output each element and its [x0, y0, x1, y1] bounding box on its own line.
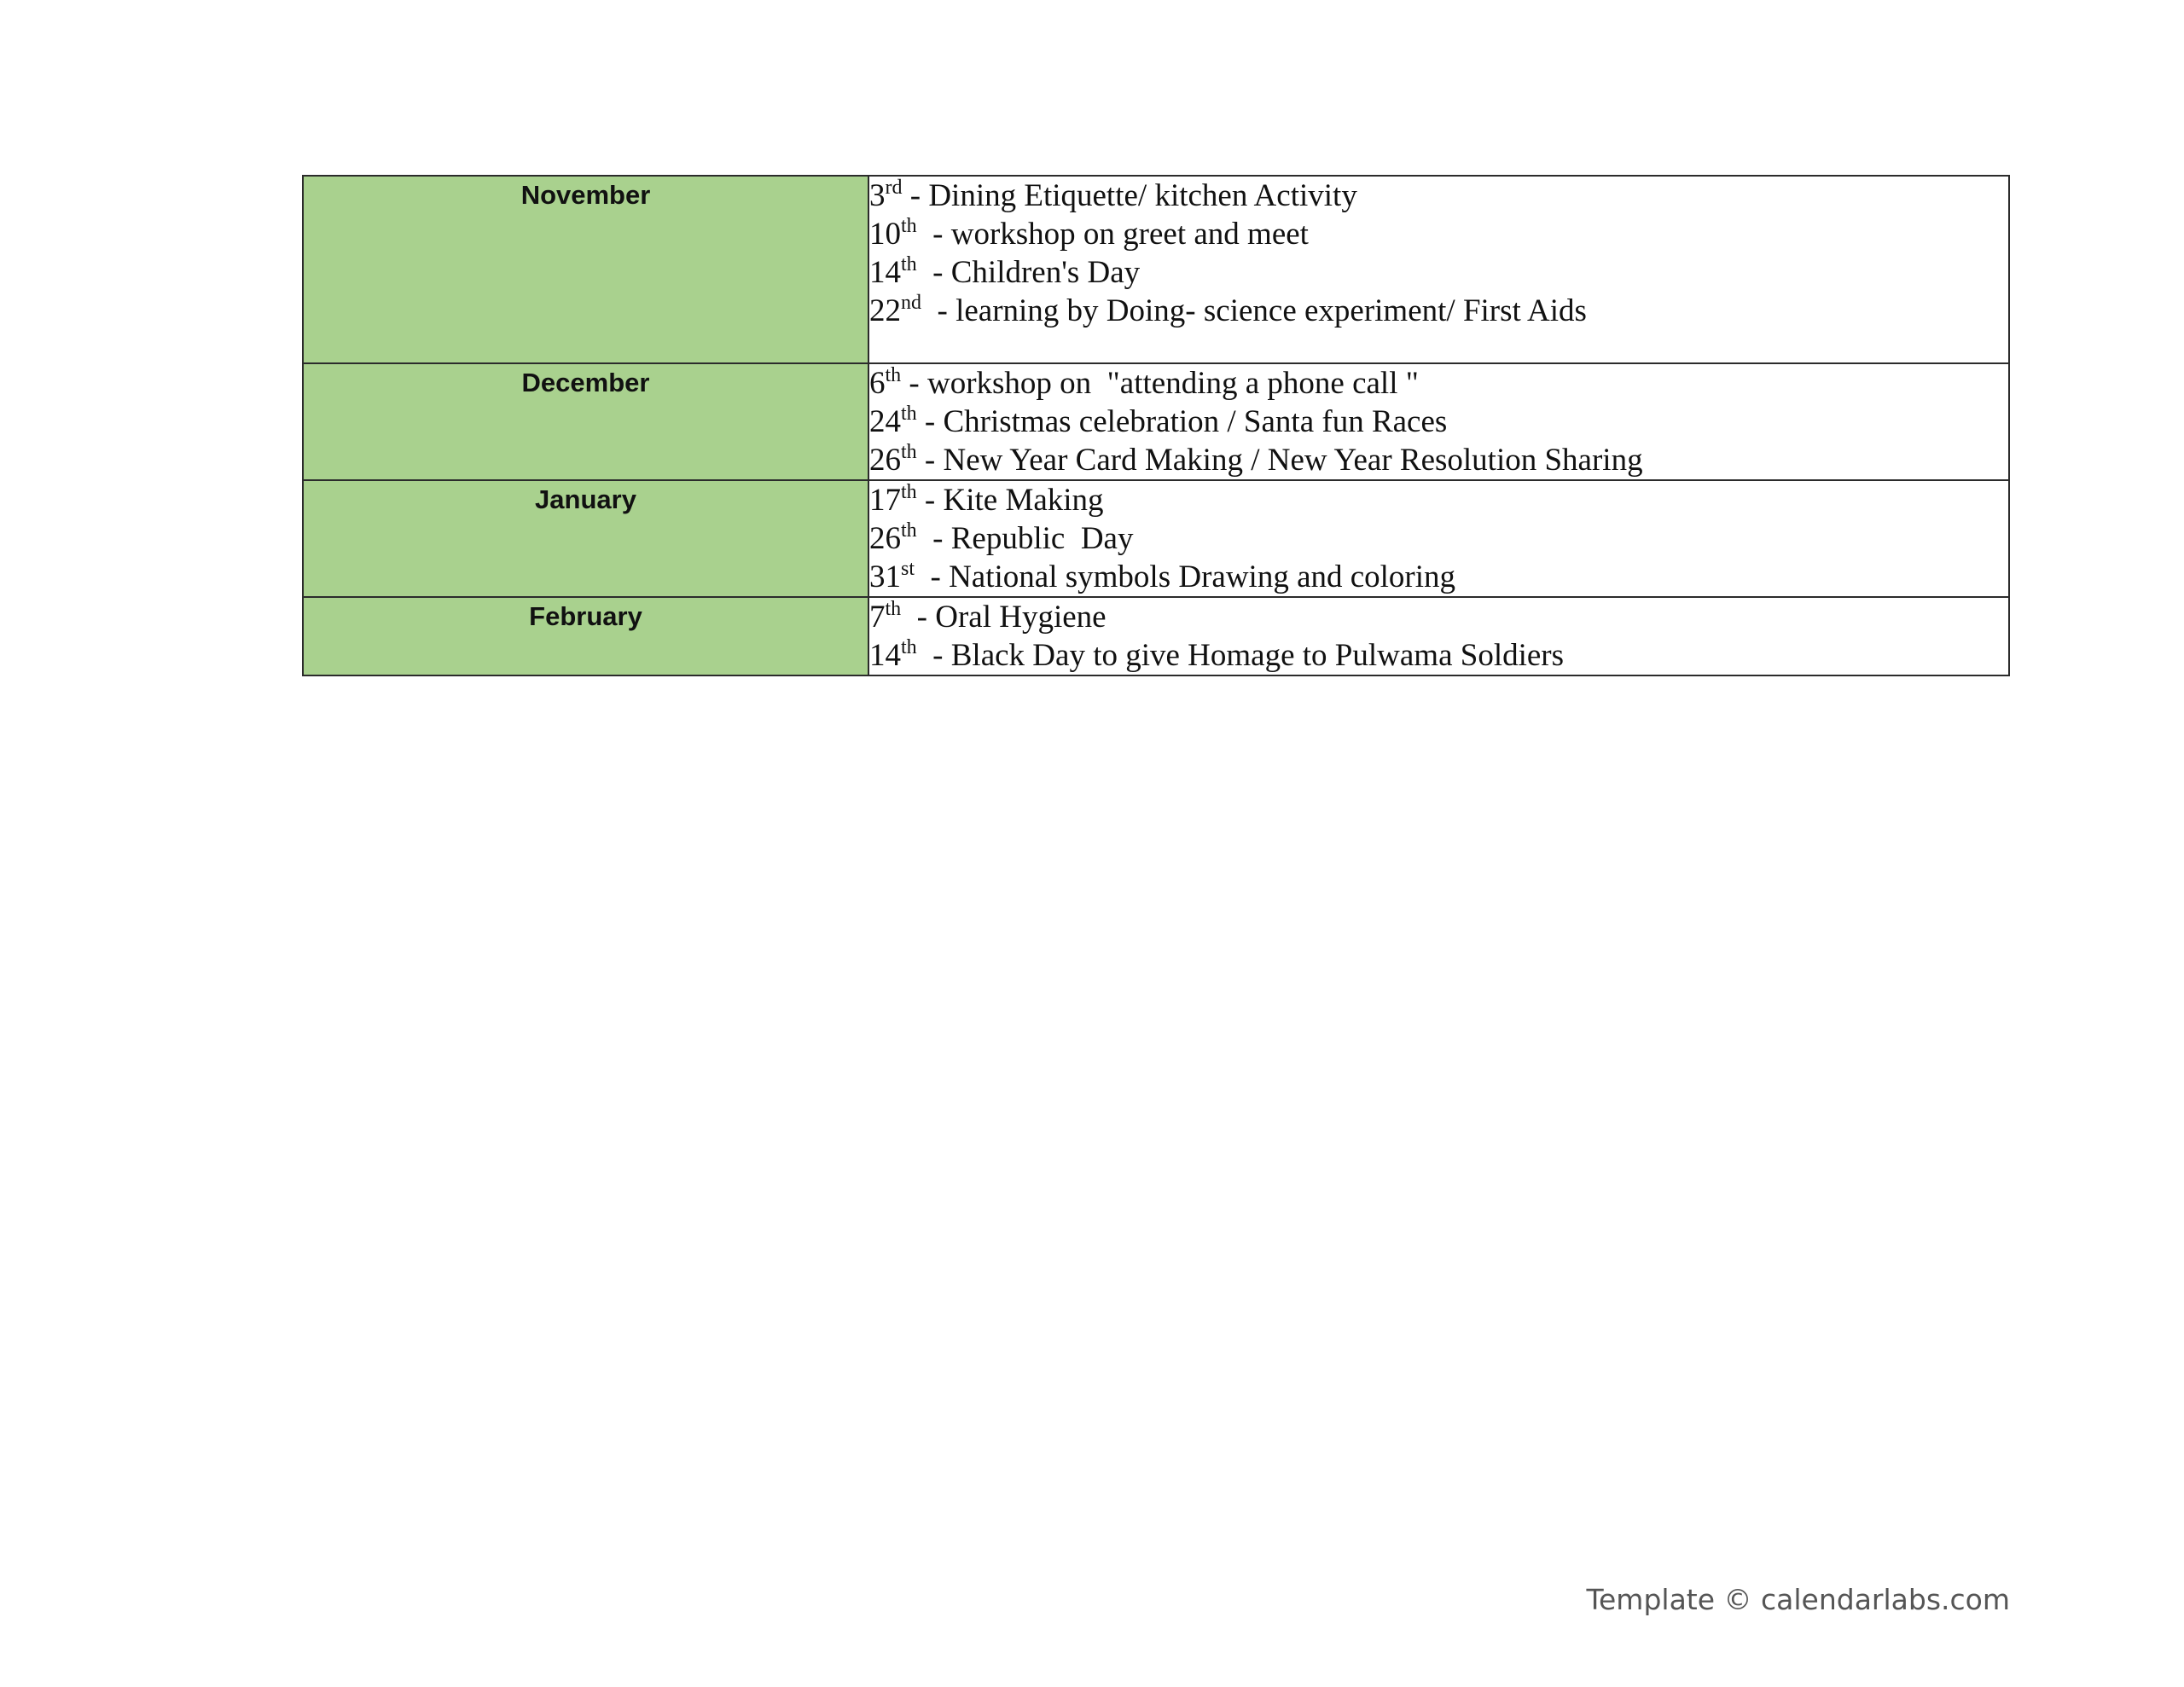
event-day: 3	[869, 178, 886, 213]
event-text: - National symbols Drawing and coloring	[915, 559, 1456, 594]
event-item	[869, 636, 2008, 675]
footer-credit: Template © calendarlabs.com	[1586, 1583, 2010, 1616]
event-item	[869, 598, 2008, 636]
events-cell	[868, 363, 2009, 480]
event-day-suffix: th	[901, 215, 917, 237]
month-name: December	[521, 368, 650, 397]
month-row-december	[303, 363, 2009, 480]
event-item	[869, 253, 2008, 292]
month-name: November	[520, 180, 651, 210]
event-item	[869, 177, 2008, 215]
event-text: - Oral Hygiene	[901, 600, 1107, 635]
event-day-suffix: th	[885, 598, 902, 620]
event-day: 14	[869, 255, 901, 290]
month-cell	[303, 176, 868, 363]
event-day: 17	[869, 483, 901, 518]
event-day: 22	[869, 293, 901, 328]
event-text: - Republic Day	[916, 521, 1134, 556]
month-name: January	[535, 484, 636, 514]
activity-calendar-table	[302, 175, 2010, 676]
event-item	[869, 519, 2008, 558]
event-item	[869, 403, 2008, 441]
event-item	[869, 441, 2008, 479]
event-day-suffix: th	[901, 481, 917, 503]
events-cell	[868, 597, 2009, 675]
event-day-suffix: th	[885, 364, 902, 386]
event-day: 24	[869, 404, 901, 439]
event-text: - New Year Card Making / New Year Resolution Sharing	[916, 443, 1643, 478]
event-item	[869, 364, 2008, 403]
month-cell	[303, 480, 868, 597]
event-day-suffix: th	[901, 636, 917, 658]
event-day-suffix: st	[901, 558, 915, 580]
event-text: - Children's Day	[916, 255, 1141, 290]
event-item	[869, 292, 2008, 330]
event-day: 10	[869, 217, 901, 252]
month-row-january	[303, 480, 2009, 597]
event-text: - Dining Etiquette/ kitchen Activity	[902, 178, 1357, 213]
event-text: - Black Day to give Homage to Pulwama Soldiers	[916, 638, 1565, 673]
month-cell	[303, 597, 868, 675]
event-text: - workshop on "attending a phone call "	[901, 366, 1419, 401]
events-cell	[868, 480, 2009, 597]
event-day-suffix: th	[901, 441, 917, 463]
event-day-suffix: th	[901, 253, 917, 275]
month-row-february	[303, 597, 2009, 675]
event-day: 7	[869, 600, 886, 635]
event-day: 26	[869, 521, 901, 556]
month-name: February	[529, 601, 642, 631]
event-day-suffix: nd	[901, 292, 921, 314]
event-item	[869, 481, 2008, 519]
event-item	[869, 215, 2008, 253]
event-day: 6	[869, 366, 886, 401]
month-cell	[303, 363, 868, 480]
event-text: - Christmas celebration / Santa fun Races	[916, 404, 1448, 439]
event-item	[869, 558, 2008, 596]
event-day-suffix: rd	[885, 177, 903, 199]
event-text: - Kite Making	[916, 483, 1104, 518]
event-text: - learning by Doing- science experiment/ First Aids	[921, 293, 1587, 328]
event-day-suffix: th	[901, 519, 917, 542]
event-day: 14	[869, 638, 901, 673]
events-cell	[868, 176, 2009, 363]
event-day-suffix: th	[901, 403, 917, 425]
event-text: - workshop on greet and meet	[916, 217, 1309, 252]
event-day: 31	[869, 559, 901, 594]
event-day: 26	[869, 443, 901, 478]
month-row-november	[303, 176, 2009, 363]
